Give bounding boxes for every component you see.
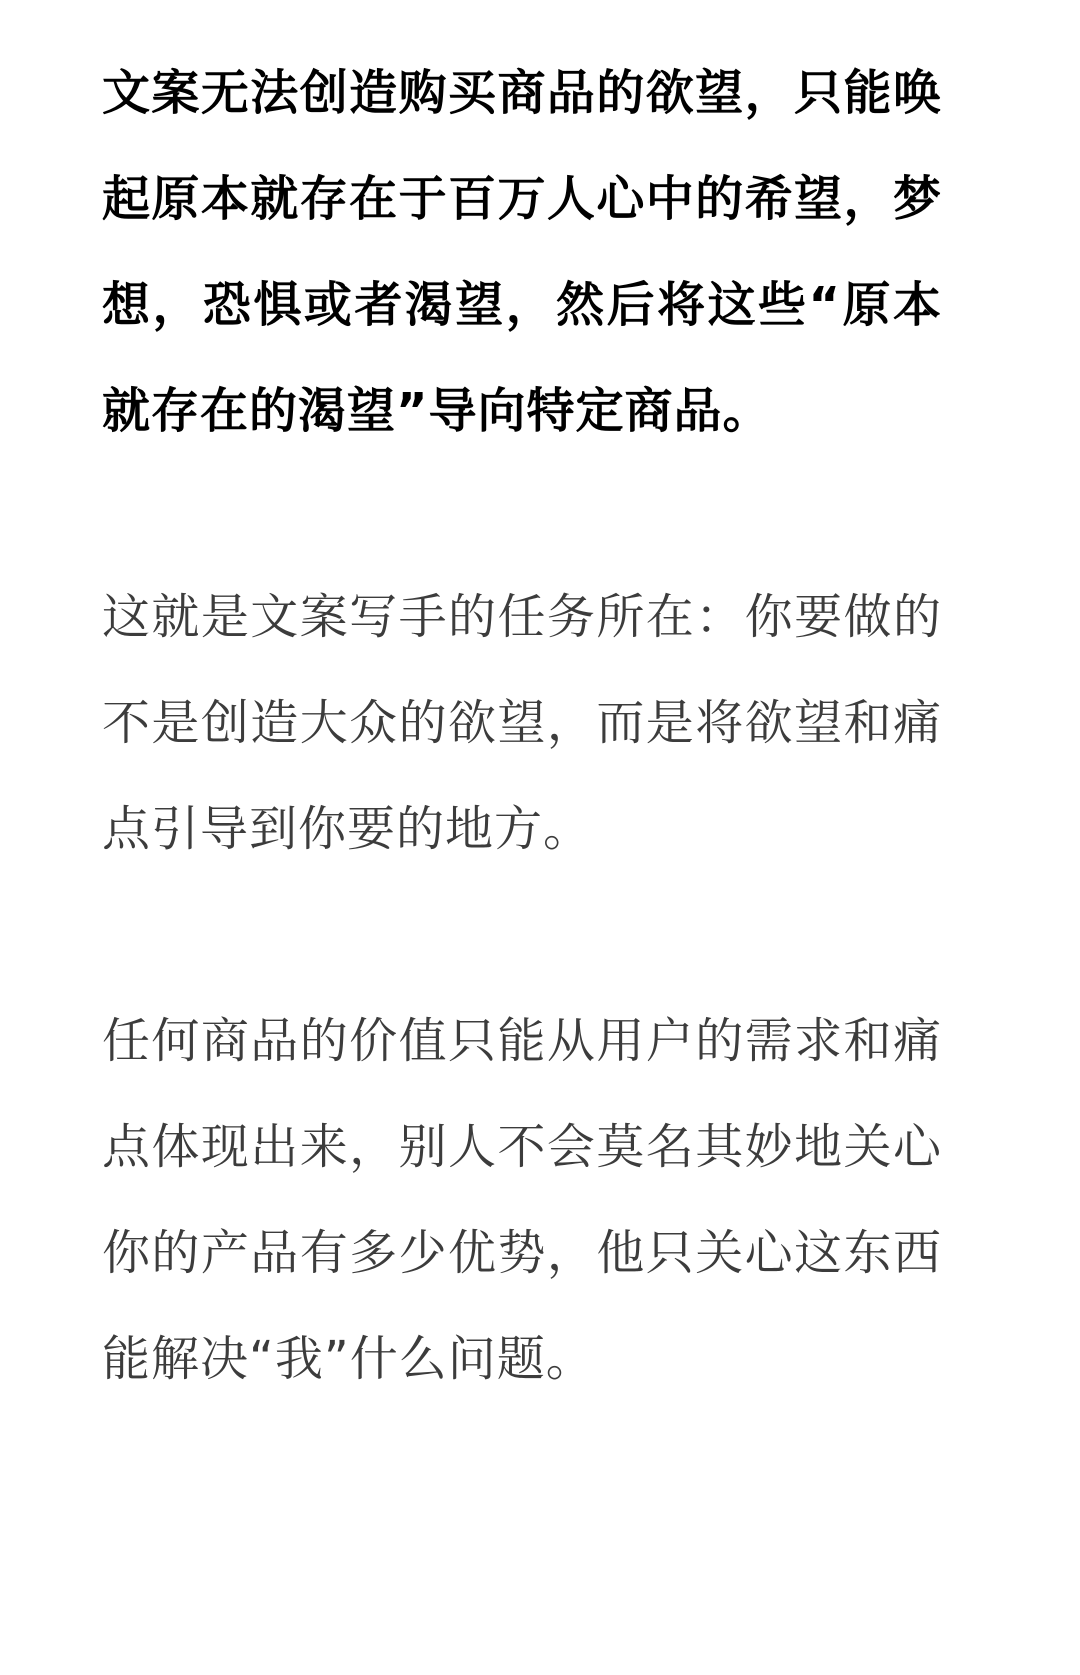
paragraph-value: 任何商品的价值只能从用户的需求和痛点体现出来，别人不会莫名其妙地关心你的产品有多少优势，他只关心这东西能解决“我”什么问题。 xyxy=(102,1013,942,1387)
paragraph-spacer xyxy=(102,464,942,564)
paragraph-task: 这就是文案写手的任务所在：你要做的不是创造大众的欲望，而是将欲望和痛点引导到你要的地方。 xyxy=(102,589,942,857)
article-body xyxy=(102,40,942,1412)
paragraph-bold-lead: 文案无法创造购买商品的欲望，只能唤起原本就存在于百万人心中的希望，梦想，恐惧或者渴望，然后将这些“原本就存在的渴望”导向特定商品。 xyxy=(102,65,942,439)
paragraph-spacer xyxy=(102,882,942,988)
